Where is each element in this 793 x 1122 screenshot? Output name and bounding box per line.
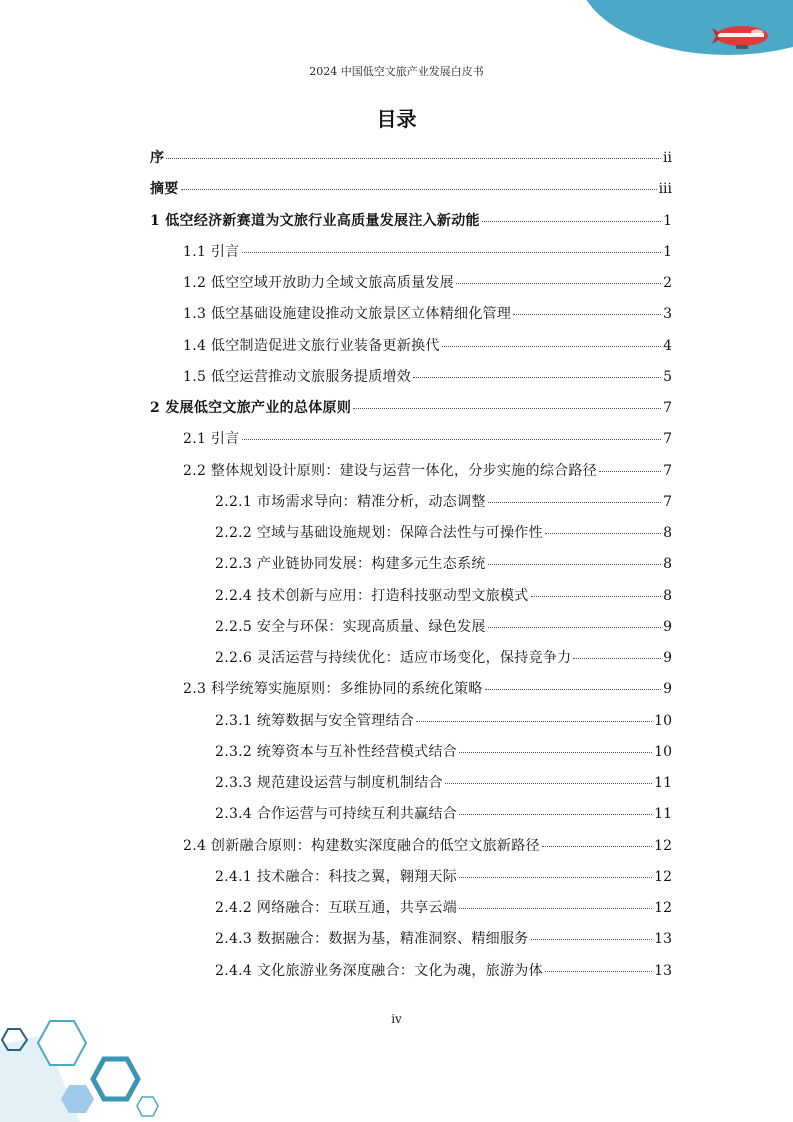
toc-entry-label: 2.2.1 市场需求导向：精准分析，动态调整 bbox=[215, 493, 486, 510]
toc-heading: 目录 bbox=[376, 107, 417, 131]
toc-entry-page: 2 bbox=[663, 275, 672, 291]
toc-dot-leader bbox=[573, 658, 661, 659]
hexagon-decoration bbox=[0, 1005, 170, 1122]
toc-entry-page: 12 bbox=[654, 868, 672, 885]
toc-entry-label: 2.4.4 文化旅游业务深度融合：文化为魂，旅游为体 bbox=[215, 962, 543, 979]
toc-entry-label: 2.2.5 安全与环保：实现高质量、绿色发展 bbox=[215, 618, 486, 635]
toc-dot-leader bbox=[456, 283, 661, 284]
toc-entry-page: 8 bbox=[663, 587, 672, 604]
toc-entry-page: 1 bbox=[663, 212, 672, 229]
toc-entry-label: 2.3.3 规范建设运营与制度机制结合 bbox=[215, 775, 443, 791]
toc-entry-page: 11 bbox=[654, 775, 672, 791]
toc-entry[interactable] bbox=[150, 147, 672, 169]
toc-dot-leader bbox=[542, 846, 652, 847]
toc-dot-leader bbox=[459, 877, 652, 878]
toc-entry-page: 13 bbox=[654, 931, 672, 948]
toc-entry-page: ii bbox=[663, 150, 672, 166]
toc-entry[interactable] bbox=[150, 210, 672, 232]
toc-entry-page: 11 bbox=[654, 806, 672, 823]
toc-entry-label: 1.1 引言 bbox=[183, 243, 240, 260]
toc-entry-label: 2.4.1 技术融合：科技之翼，翱翔天际 bbox=[215, 868, 458, 885]
toc-entry-page: 9 bbox=[663, 618, 672, 635]
toc-entry-label: 1 低空经济新赛道为文旅行业高质量发展注入新动能 bbox=[150, 212, 480, 229]
toc-entry-page: 5 bbox=[663, 368, 672, 385]
toc-entry-page: 13 bbox=[654, 962, 672, 979]
toc-entry-label: 摘要 bbox=[150, 181, 179, 198]
toc-dot-leader bbox=[242, 439, 662, 440]
toc-entry-page: 12 bbox=[654, 900, 672, 916]
toc-entry-page: 9 bbox=[663, 650, 672, 666]
toc-entry-label: 1.3 低空基础设施建设推动文旅景区立体精细化管理 bbox=[183, 306, 512, 323]
toc-dot-leader bbox=[413, 377, 661, 378]
toc-entry-page: 7 bbox=[663, 431, 672, 448]
toc-entry[interactable] bbox=[150, 178, 672, 200]
toc-entry-label: 2.4 创新融合原则：构建数实深度融合的低空文旅新路径 bbox=[183, 837, 540, 854]
toc-entry[interactable] bbox=[215, 772, 672, 794]
toc-dot-leader bbox=[545, 533, 661, 534]
toc-dot-leader bbox=[242, 252, 662, 253]
toc-entry-page: 4 bbox=[663, 337, 672, 354]
toc-entry-label: 2.2.3 产业链协同发展：构建多元生态系统 bbox=[215, 556, 486, 573]
toc-dot-leader bbox=[599, 471, 661, 472]
toc-entry[interactable] bbox=[215, 960, 672, 982]
toc-entry-label: 2.2.4 技术创新与应用：打造科技驱动型文旅模式 bbox=[215, 587, 529, 604]
toc-entry-page: iii bbox=[658, 181, 672, 198]
blimp-icon bbox=[712, 22, 774, 52]
toc-entry-label: 1.2 低空空域开放助力全域文旅高质量发展 bbox=[183, 275, 455, 291]
toc-entry-label: 2.3.2 统筹资本与互补性经营模式结合 bbox=[215, 743, 458, 760]
toc-dot-leader bbox=[181, 189, 657, 190]
toc-dot-leader bbox=[445, 783, 652, 784]
toc-entry-label: 1.4 低空制造促进文旅行业装备更新换代 bbox=[183, 337, 440, 354]
toc-dot-leader bbox=[531, 596, 662, 597]
toc-entry[interactable] bbox=[183, 335, 672, 357]
toc-entry-page: 12 bbox=[654, 837, 672, 854]
toc-entry[interactable] bbox=[215, 491, 672, 513]
toc-entry[interactable] bbox=[150, 397, 672, 419]
toc-entry[interactable] bbox=[183, 303, 672, 325]
toc-entry-page: 8 bbox=[663, 525, 672, 541]
toc-entry[interactable] bbox=[215, 553, 672, 575]
toc-dot-leader bbox=[353, 408, 661, 409]
toc-entry-page: 8 bbox=[663, 556, 672, 573]
toc-entry[interactable] bbox=[183, 241, 672, 263]
toc-entry-page: 7 bbox=[663, 400, 672, 416]
toc-entry-page: 7 bbox=[663, 462, 672, 479]
toc-entry-label: 1.5 低空运营推动文旅服务提质增效 bbox=[183, 368, 412, 385]
toc-dot-leader bbox=[416, 721, 652, 722]
toc-entry-label: 序 bbox=[150, 150, 165, 166]
toc-dot-leader bbox=[545, 971, 652, 972]
toc-entry[interactable] bbox=[183, 460, 672, 482]
toc-dot-leader bbox=[459, 814, 652, 815]
toc-entry-label: 2.4.3 数据融合：数据为基，精准洞察、精细服务 bbox=[215, 931, 529, 948]
toc-entry[interactable] bbox=[215, 710, 672, 732]
toc-entry[interactable] bbox=[183, 366, 672, 388]
toc-dot-leader bbox=[531, 939, 653, 940]
toc-dot-leader bbox=[459, 752, 652, 753]
toc-entry[interactable] bbox=[215, 803, 672, 825]
toc-entry-label: 2.1 引言 bbox=[183, 431, 240, 448]
toc-entry-label: 2.3.4 合作运营与可持续互利共赢结合 bbox=[215, 806, 458, 823]
toc-entry[interactable] bbox=[215, 616, 672, 638]
running-header: 2024 中国低空文旅产业发展白皮书 bbox=[309, 65, 484, 78]
toc-dot-leader bbox=[488, 502, 661, 503]
toc-dot-leader bbox=[485, 689, 661, 690]
toc-entry-label: 2.2.2 空域与基础设施规划：保障合法性与可操作性 bbox=[215, 525, 543, 541]
toc-entry-label: 2.4.2 网络融合：互联互通，共享云端 bbox=[215, 900, 458, 916]
toc-dot-leader bbox=[488, 564, 661, 565]
toc-dot-leader bbox=[488, 627, 661, 628]
toc-entry[interactable] bbox=[215, 647, 672, 669]
toc-entry[interactable] bbox=[215, 741, 672, 763]
toc-entry-page: 1 bbox=[663, 243, 672, 260]
toc-entry-page: 3 bbox=[663, 306, 672, 323]
toc-entry-label: 2.2 整体规划设计原则：建设与运营一体化，分步实施的综合路径 bbox=[183, 462, 598, 479]
toc-entry-page: 10 bbox=[654, 712, 672, 729]
toc-entry[interactable] bbox=[183, 428, 672, 450]
toc-dot-leader bbox=[442, 346, 661, 347]
toc-entry-label: 2.3.1 统筹数据与安全管理结合 bbox=[215, 712, 415, 729]
toc-entry[interactable] bbox=[215, 522, 672, 544]
page-number: iv bbox=[391, 1012, 402, 1026]
toc-entry-label: 2.3 科学统筹实施原则：多维协同的系统化策略 bbox=[183, 681, 483, 698]
toc-entry-page: 10 bbox=[654, 743, 672, 760]
toc-entry-label: 2.2.6 灵活运营与持续优化：适应市场变化，保持竞争力 bbox=[215, 650, 572, 666]
toc-entry-page: 7 bbox=[663, 493, 672, 510]
toc-entry-page: 9 bbox=[663, 681, 672, 698]
toc-dot-leader bbox=[513, 314, 661, 315]
toc-dot-leader bbox=[166, 158, 661, 159]
toc-entry-label: 2 发展低空文旅产业的总体原则 bbox=[150, 400, 352, 416]
toc-entry[interactable] bbox=[215, 897, 672, 919]
toc-entry[interactable] bbox=[215, 585, 672, 607]
toc-dot-leader bbox=[482, 221, 661, 222]
toc-entry[interactable] bbox=[215, 928, 672, 950]
toc-entry[interactable] bbox=[215, 866, 672, 888]
toc-entry[interactable] bbox=[183, 272, 672, 294]
toc-entry[interactable] bbox=[183, 678, 672, 700]
toc-dot-leader bbox=[459, 908, 652, 909]
toc-entry[interactable] bbox=[183, 835, 672, 857]
